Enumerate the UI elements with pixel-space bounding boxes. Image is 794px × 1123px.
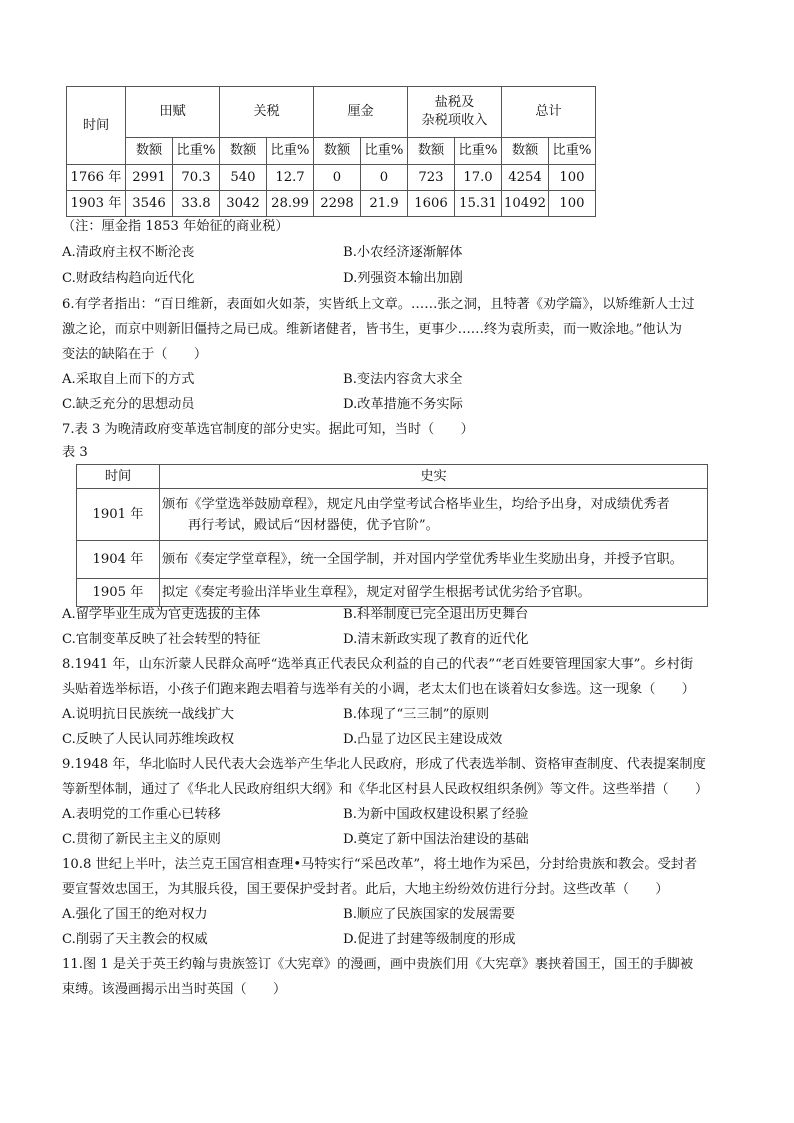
q10-stem-line: 10.8 世纪上半叶，法兰克王国宫相查理•马特实行“采邑改革”，将土地作为采邑，分封给贵族和教会。受封者 [62,857,698,872]
q9-option-d: D.奠定了新中国法治建设的基础 [343,832,529,847]
tax-revenue-table [66,86,596,217]
table-row [77,579,708,607]
table-cell: 12.7 [267,165,314,191]
table-header-row [77,465,708,489]
fact-line: 再行考试，殿试后“因材器使，优予官阶”。 [188,517,439,533]
q10-stem-line: 要宣誓效忠国王，为其服兵役，国王要保护受封者。此后，大地主纷纷效仿进行分封。这些改革（ ） [62,882,669,897]
sub-amount: 数额 [502,138,549,165]
row-year: 1903 年 [67,191,126,217]
table-subheader-row [67,138,596,165]
q8-option-b: B.体现了“三三制”的原则 [343,707,490,722]
row-fact: 颁布《奏定学堂章程》，统一全国学制，并对国内学堂优秀毕业生奖励出身，并授予官职。 [160,541,708,579]
table-header-row [67,87,596,138]
q6-option-b: B.变法内容贪大求全 [343,372,463,387]
table-cell: 723 [408,165,455,191]
header-time: 时间 [77,465,160,489]
table-cell: 2991 [126,165,173,191]
salt-tax-line1: 盐税及 [434,95,475,110]
header-customs: 关税 [220,87,314,138]
q6-option-c: C.缺乏充分的思想动员 [62,397,195,412]
table-cell: 4254 [502,165,549,191]
table-cell: 33.8 [173,191,220,217]
table3-label: 表 3 [62,445,88,460]
q6-stem-line: 6.有学者指出：“百日维新，表面如火如荼，实皆纸上文章。……张之洞，且特著《劝学篇》，以矫维新人士过 [62,297,695,312]
q9-option-c: C.贯彻了新民主主义的原则 [62,832,221,847]
q6-option-a: A.采取自上而下的方式 [62,372,195,387]
table-cell: 3042 [220,191,267,217]
q8-stem-line: 8.1941 年，山东沂蒙人民群众高呼“选举真正代表民众利益的自己的代表”“老百姓要管理国家大事”。乡村街 [62,657,694,672]
table-cell: 1606 [408,191,455,217]
header-total: 总计 [502,87,596,138]
table-cell: 10492 [502,191,549,217]
header-time: 时间 [67,87,126,165]
q10-option-a: A.强化了国王的绝对权力 [62,907,208,922]
table-cell: 21.9 [361,191,408,217]
q8-stem-line: 头贴着选举标语，小孩子们跑来跑去唱着与选举有关的小调，老太太们也在谈着妇女参选。这一现象（ ） [62,682,695,697]
row-fact: 拟定《奏定考验出洋毕业生章程》，规定对留学生根据考试优劣给予官职。 [160,579,708,607]
header-fact: 史实 [160,465,708,489]
q10-option-d: D.促进了封建等级制度的形成 [343,932,516,947]
header-salt-tax [408,87,502,138]
q7-option-b: B.科举制度已完全退出历史舞台 [343,607,529,622]
table-cell: 540 [220,165,267,191]
q10-option-c: C.削弱了天主教会的权威 [62,932,208,947]
q7-option-a: A.留学毕业生成为官吏选拔的主体 [62,607,261,622]
sub-amount: 数额 [314,138,361,165]
table-cell: 17.0 [455,165,502,191]
q7-option-d: D.清末新政实现了教育的近代化 [343,632,529,647]
q7-option-c: C.官制变革反映了社会转型的特征 [62,632,261,647]
q6-option-d: D.改革措施不务实际 [343,397,463,412]
sub-ratio: 比重% [267,138,314,165]
sub-amount: 数额 [220,138,267,165]
q11-stem-line: 束缚。该漫画揭示出当时英国（ ） [62,982,287,997]
table-cell: 3546 [126,191,173,217]
q10-option-b: B.顺应了民族国家的发展需要 [343,907,516,922]
q8-option-a: A.说明抗日民族统一战线扩大 [62,707,234,722]
q6-stem-line: 激之论，而京中则新旧僵持之局已成。维新诸健者，皆书生，更事少……终为袁所卖，而一败涂地。”他认为 [62,322,682,337]
table3 [76,464,708,607]
table-cell: 0 [361,165,408,191]
q6-stem-line: 变法的缺陷在于（ ） [62,347,208,362]
header-lijin: 厘金 [314,87,408,138]
q5-option-d: D.列强资本输出加剧 [343,271,463,286]
q9-option-a: A.表明党的工作重心已转移 [62,807,221,822]
table-cell: 2298 [314,191,361,217]
row-fact [160,489,708,541]
q8-option-c: C.反映了人民认同苏维埃政权 [62,732,235,747]
row-year: 1905 年 [77,579,160,607]
row-year: 1904 年 [77,541,160,579]
q9-option-b: B.为新中国政权建设积累了经验 [343,807,529,822]
header-land-tax: 田赋 [126,87,220,138]
q11-stem-line: 11.图 1 是关于英王约翰与贵族签订《大宪章》的漫画，画中贵族们用《大宪章》裹挟着国王，国王的手脚被 [62,957,694,972]
salt-tax-line2: 杂税项收入 [421,113,488,128]
row-year: 1901 年 [77,489,160,541]
table-row [67,165,596,191]
sub-ratio: 比重% [173,138,220,165]
q7-stem: 7.表 3 为晚清政府变革选官制度的部分史实。据此可知，当时（ ） [62,422,474,437]
fact-line: 颁布《学堂选举鼓励章程》，规定凡由学堂考试合格毕业生，均给予出身，对成绩优秀者 [162,496,670,512]
sub-ratio: 比重% [361,138,408,165]
q9-stem-line: 等新型体制，通过了《华北人民政府组织大纲》和《华北区村县人民政权组织条例》等文件。这些举措（ ） [62,782,709,797]
table-cell: 70.3 [173,165,220,191]
table-row [77,489,708,541]
sub-amount: 数额 [126,138,173,165]
table-cell: 15.31 [455,191,502,217]
q5-option-a: A.清政府主权不断沦丧 [62,245,195,260]
table-cell: 28.99 [267,191,314,217]
q5-option-c: C.财政结构趋向近代化 [62,271,195,286]
row-year: 1766 年 [67,165,126,191]
table-cell: 100 [549,191,596,217]
table-row [77,541,708,579]
q8-option-d: D.凸显了边区民主建设成效 [343,732,503,747]
table-cell: 100 [549,165,596,191]
q9-stem-line: 9.1948 年，华北临时人民代表大会选举产生华北人民政府，形成了代表选举制、资格审查制度、代表提案制度 [62,757,706,772]
sub-ratio: 比重% [549,138,596,165]
table-row [67,191,596,217]
table-note: （注：厘金指 1853 年始征的商业税） [62,219,289,234]
sub-ratio: 比重% [455,138,502,165]
q5-option-b: B.小农经济逐渐解体 [343,245,463,260]
sub-amount: 数额 [408,138,455,165]
table-cell: 0 [314,165,361,191]
